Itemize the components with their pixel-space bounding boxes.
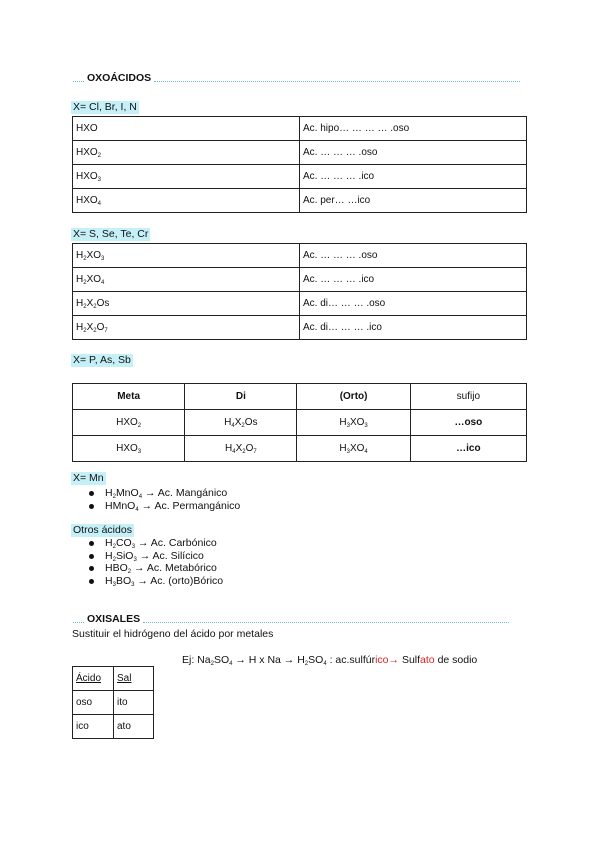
group3-label: X= P, As, Sb [73,354,131,366]
name-cell: Ac. … … … .ico [300,268,527,292]
example-ato: ato [420,654,435,666]
example-arrow: → [388,654,400,666]
formula-cell: $HXO_3$ [73,165,300,189]
others-list [85,537,223,587]
column-header: (Orto) [297,384,410,410]
oxisales-example: Ej: $Na_2SO_4 \to H$ x $Na \to H_2SO_4$ : ac.sulfúrico→ Sulfato de sodio [182,654,478,667]
orto-cell: $H_3XO_3$ [297,410,410,436]
group2-label: X= S, Se, Te, Cr [73,228,149,240]
oxoacidos-title: OXOÁCIDOS [87,72,152,84]
group2-row [73,244,527,268]
list-item: $H_3BO_3 \to Ac$. (orto)Bórico [85,575,223,588]
name-cell: Ac. … … … .oso [300,141,527,165]
name-cell: Ac. … … … .oso [300,244,527,268]
group2-row [73,316,527,340]
orto-cell: $H_3XO_4$ [297,436,410,462]
formula-cell: $H_2X_2O_7$ [73,316,300,340]
name-cell: Ac. hipo… … … … .oso [300,117,527,141]
title-dots-left [73,75,84,82]
meta-cell: $HXO_3$ [73,436,185,462]
column-header: Sal [114,667,154,691]
table-cell: oso [73,691,114,715]
group1-row [73,189,527,213]
name-cell: Ac. di… … … .oso [300,292,527,316]
name-cell: Ac. per… …ico [300,189,527,213]
table-row [73,691,154,715]
group2-table [72,243,527,340]
di-cell: $H_4X_2O_7$ [185,436,297,462]
group3-row [73,410,527,436]
title-dots-right [143,616,509,623]
oxisales-table [72,666,154,739]
group2-row [73,292,527,316]
table-cell: ito [114,691,154,715]
column-header: sufijo [410,384,526,410]
group1-row [73,165,527,189]
table-cell: ato [114,715,154,739]
name-cell: Ac. di… … … .ico [300,316,527,340]
title-dots-right [154,75,520,82]
group1-row [73,141,527,165]
suffix-cell: …ico [410,436,526,462]
formula-cell: $H_2XO_3$ [73,244,300,268]
title-dots-left [73,616,84,623]
oxisales-header-row [73,667,154,691]
group1-table [72,116,527,213]
table-cell: ico [73,715,114,739]
group4-list [85,487,240,512]
list-item: $H_2MnO_4 \to Ac$. Mangánico [85,487,240,500]
list-item: $H_2SiO_3 \to Ac$. Silícico [85,550,223,563]
formula-cell: $H_2XO_4$ [73,268,300,292]
group2-row [73,268,527,292]
section-title-oxisales [73,613,509,625]
oxisales-subtitle: Sustituir el hidrógeno del ácido por metales [72,628,274,640]
column-header: Meta [73,384,185,410]
group3-row [73,436,527,462]
group1-label: X= Cl, Br, I, N [73,101,137,113]
column-header: Di [185,384,297,410]
list-item: $H_2CO_3 \to Ac$. Carbónico [85,537,223,550]
list-item: HMnO$_4$ → Ac. Permangánico [85,500,240,513]
group3-table [72,383,527,462]
group3-header-row [73,384,527,410]
formula-cell: HXO [73,117,300,141]
list-item: $HBO_2 \to Ac$. Metabórico [85,562,223,575]
formula-cell: $HXO_4$ [73,189,300,213]
meta-cell: $HXO_2$ [73,410,185,436]
formula-cell: $HXO_2$ [73,141,300,165]
table-row [73,715,154,739]
formula-cell: $H_2X_2Os$ [73,292,300,316]
group1-row [73,117,527,141]
di-cell: $H_4X_2Os$ [185,410,297,436]
group4-label: X= Mn [73,472,104,484]
example-ico: ico [375,654,389,666]
section-title-oxoacidos [73,72,520,84]
suffix-cell: …oso [410,410,526,436]
others-label: Otros ácidos [73,524,132,536]
oxisales-title: OXISALES [87,613,141,625]
column-header: Ácido [73,667,114,691]
name-cell: Ac. … … … .ico [300,165,527,189]
